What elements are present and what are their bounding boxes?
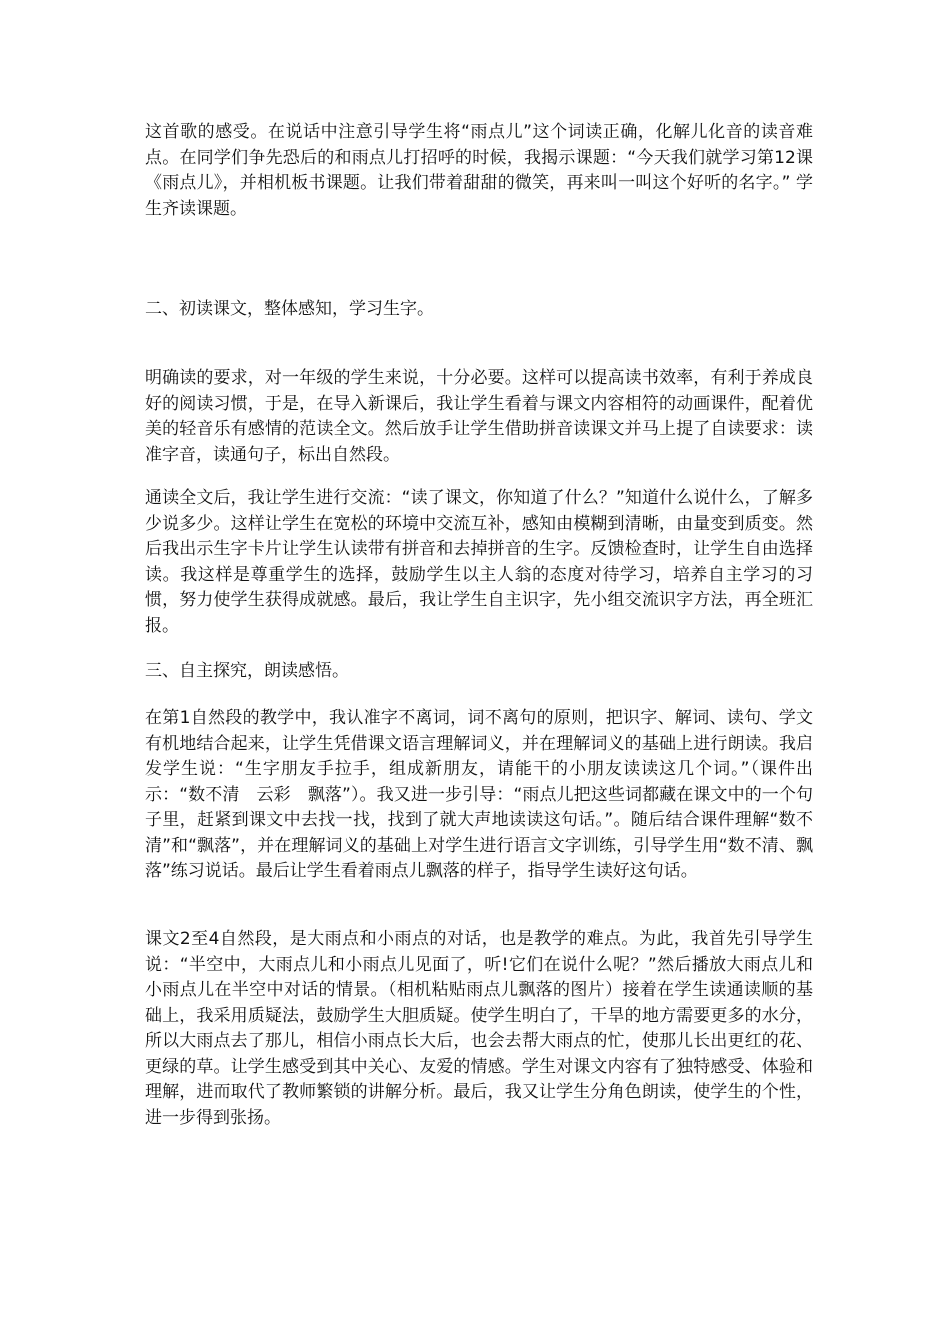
paragraph-intro-continued: 这首歌的感受。在说话中注意引导学生将“雨点儿”这个词读正确，化解儿化音的读音难点。在同学们争先恐后的和雨点儿打招呼的时候，我揭示课题：“今天我们就学习第12课《雨点儿》，并相机板书课题。让我们带着甜甜的微笑，再来叫一叫这个好听的名字。” 学生齐读课题。 (145, 122, 813, 219)
section-heading-3: 三、自主探究，朗读感悟。 (145, 661, 349, 681)
paragraph-first-section-teaching: 在第1自然段的教学中，我认准字不离词，词不离句的原则，把识字、解词、读句、学文有机地结合起来，让学生凭借课文语言理解词义，并在理解词义的基础上进行朗读。我启发学生说：“生字朋友手拉手，组成新朋友，请能干的小朋友读读这几个词。”（课件出示：“数不清 云彩 飘落”）。我又进一步引导：“雨点儿把这些词都藏在课文中的一个句子里，赶紧到课文中去找一找，找到了就大声地读读这句话。”。随后结合课件理解“数不清”和“飘落”，并在理解词义的基础上对学生进行语言文字训练，引导学生用“数不清、飘落”练习说话。最后让学生看着雨点儿飘落的样子，指导学生读好这句话。 (145, 708, 813, 881)
paragraph-dialogue-teaching: 课文2至4自然段，是大雨点和小雨点的对话，也是教学的难点。为此，我首先引导学生说：“半空中，大雨点儿和小雨点儿见面了，听!它们在说什么呢？”然后播放大雨点儿和小雨点儿在半空中对话的情景。（相机粘贴雨点儿飘落的图片）接着在学生读通读顺的基础上，我采用质疑法，鼓励学生大胆质疑。使学生明白了，干旱的地方需要更多的水分，所以大雨点去了那儿，相信小雨点长大后，也会去帮大雨点的忙，使那儿长出更红的花、更绿的草。让学生感受到其中关心、友爱的情感。学生对课文内容有了独特感受、体验和理解，进而取代了教师繁锁的讲解分析。最后，我又让学生分角色朗读，使学生的个性，进一步得到张扬。 (145, 929, 813, 1128)
section-heading-2: 二、初读课文，整体感知，学习生字。 (145, 299, 434, 319)
paragraph-reading-requirements: 明确读的要求，对一年级的学生来说，十分必要。这样可以提高读书效率，有利于养成良好的阅读习惯，于是，在导入新课后，我让学生看着与课文内容相符的动画课件，配着优美的轻音乐有感情的范读全文。然后放手让学生借助拼音读课文并马上提了自读要求：读准字音，读通句子，标出自然段。 (145, 368, 813, 465)
paragraph-exchange: 通读全文后，我让学生进行交流：“读了课文，你知道了什么？”知道什么说什么，了解多少说多少。这样让学生在宽松的环境中交流互补，感知由模糊到清晰，由量变到质变。然后我出示生字卡片让学生认读带有拼音和去掉拼音的生字。反馈检查时，让学生自由选择读。我这样是尊重学生的选择，鼓励学生以主人翁的态度对待学习，培养自主学习的习惯，努力使学生获得成就感。最后，我让学生自主识字，先小组交流识字方法，再全班汇报。 (145, 488, 813, 636)
